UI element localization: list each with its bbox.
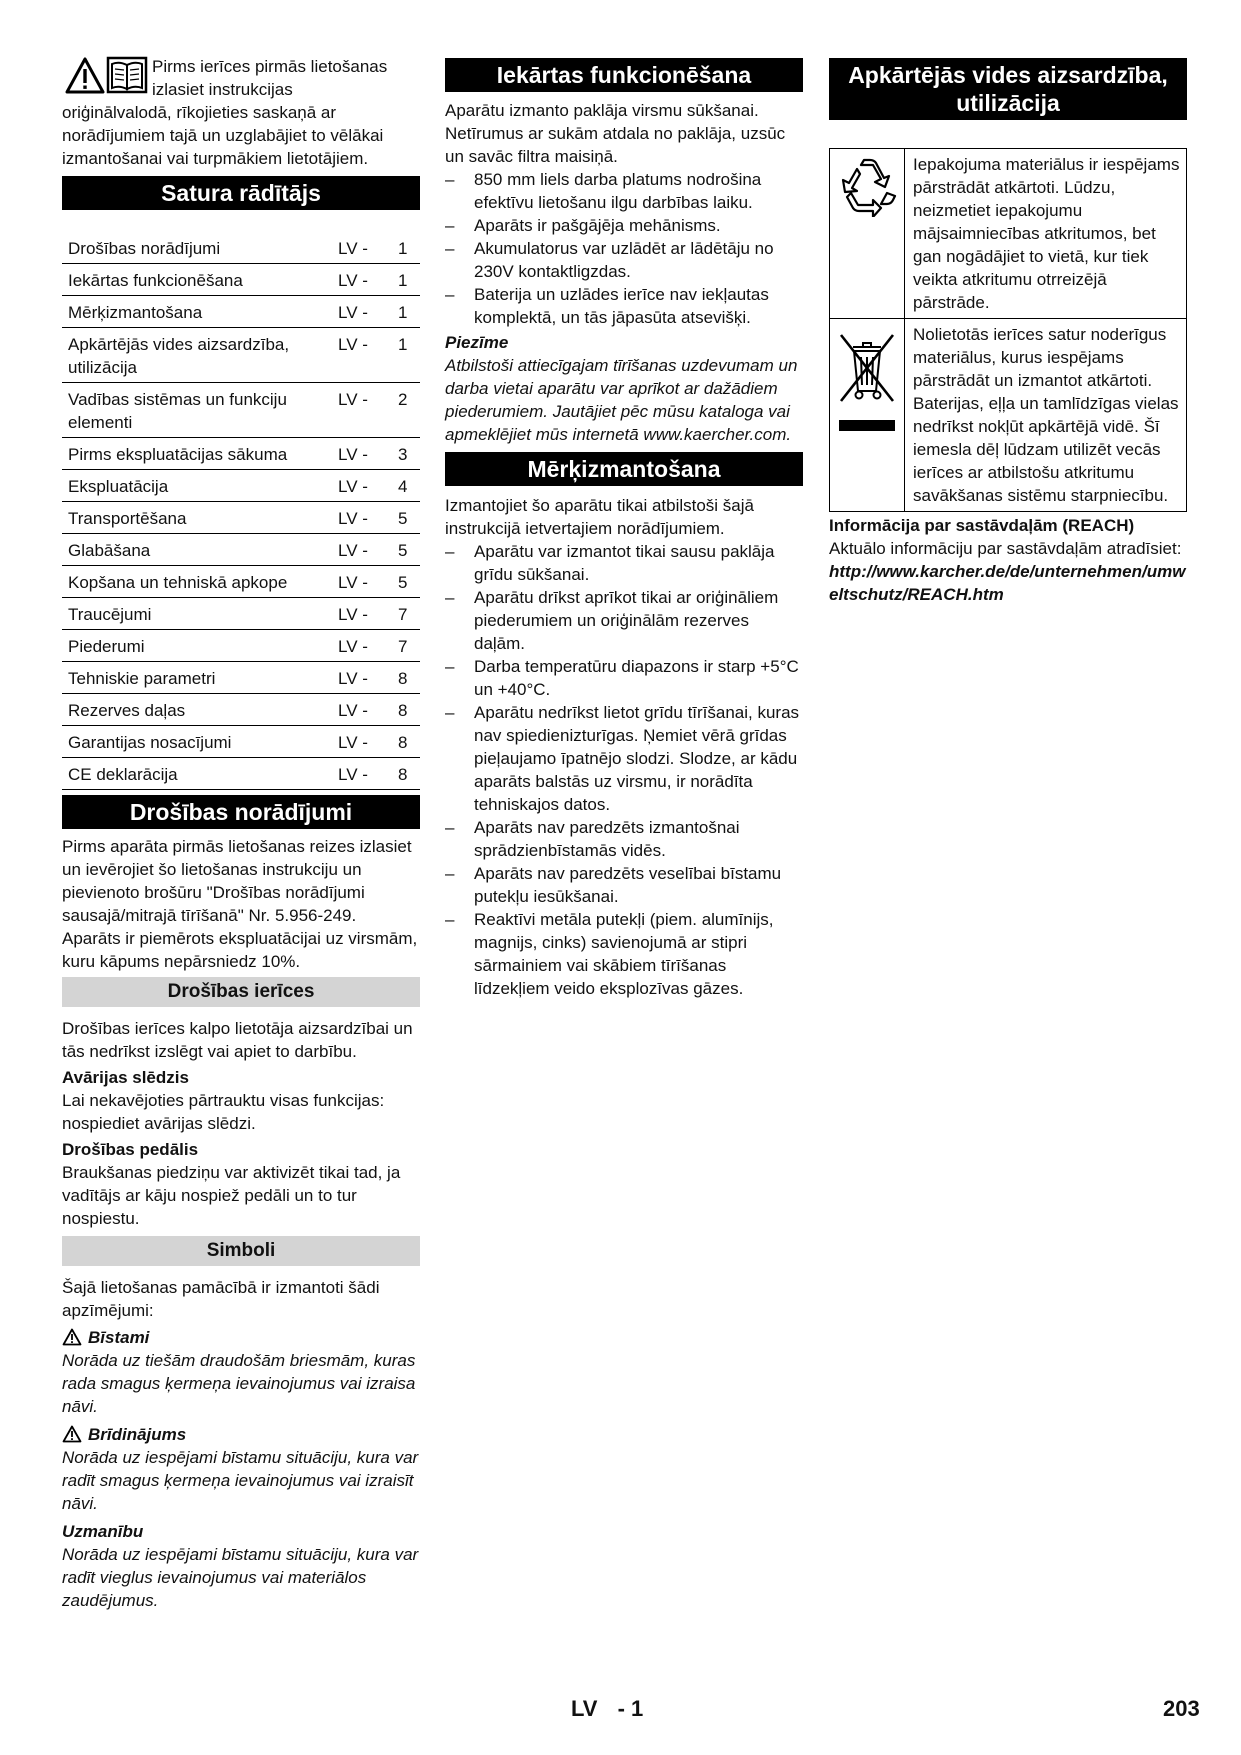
toc-entry-prefix: LV -	[334, 232, 398, 264]
toc-entry-label: Pirms ekspluatācijas sākuma	[62, 438, 334, 470]
toc-entry-page: 8	[398, 758, 420, 790]
toc-entry[interactable]	[62, 232, 420, 264]
toc-entry-label: Transportēšana	[62, 502, 334, 534]
warning-title: Brīdinājums	[88, 1425, 187, 1444]
toc-entry-prefix: LV -	[334, 328, 398, 383]
warning-text: Norāda uz iespējami bīstamu situāciju, kura var radīt smagus ķermeņa ievainojumus vai izraisīt nāvi.	[62, 1448, 419, 1513]
column-middle	[445, 58, 803, 1000]
toc-entry-prefix: LV -	[334, 598, 398, 630]
reach-link[interactable]: http://www.karcher.de/de/unternehmen/umweltschutz/REACH.htm	[829, 562, 1186, 604]
crossed-bin-icon	[835, 327, 899, 435]
note-title: Piezīme	[445, 333, 509, 352]
toc-entry[interactable]	[62, 534, 420, 566]
emergency-switch-text: Lai nekavējoties pārtrauktu visas funkcijas: nospiediet avārijas slēdzi.	[62, 1091, 385, 1133]
danger-text: Norāda uz tiešām draudošām briesmām, kuras rada smagus ķermeņa ievainojumus vai izraisa nāvi.	[62, 1351, 416, 1416]
environment-title: Apkārtējās vides aizsardzība, utilizācija	[829, 58, 1187, 120]
toc-entry[interactable]	[62, 470, 420, 502]
footer-page-number: 203	[1163, 1696, 1200, 1721]
toc-entry[interactable]	[62, 758, 420, 790]
toc-entry-prefix: LV -	[334, 502, 398, 534]
safety-pedal-text: Braukšanas piedziņu var aktivizēt tikai tad, ja vadītājs ar kāju nospiež pedāli un to tur nospiestu.	[62, 1163, 401, 1228]
toc-entry-page: 4	[398, 470, 420, 502]
toc-entry-label: Drošības norādījumi	[62, 232, 334, 264]
toc-entry-page: 7	[398, 630, 420, 662]
toc-entry-prefix: LV -	[334, 296, 398, 328]
list-item: – Aparāts ir pašgājēja mehānisms.	[445, 214, 803, 237]
footer-section-page: - 1	[617, 1696, 644, 1721]
intro-text-rest: oriģinālvalodā, rīkojieties saskaņā ar norādījumiem tajā un uzglabājiet to vēlākai izmantošanai vai turpmākiem lietotājiem.	[62, 103, 384, 168]
toc-entry-page: 8	[398, 662, 420, 694]
column-right	[829, 58, 1187, 606]
toc-entry-label: Iekārtas funkcionēšana	[62, 264, 334, 296]
function-intro: Aparātu izmanto paklāja virsmu sūkšanai. Netīrumus ar sukām atdala no paklāja, uzsūc un savāc filtra maisiņā.	[445, 101, 786, 166]
safety-devices-text: Drošības ierīces kalpo lietotāja aizsardzībai un tās nedrīkst izslēgt vai apiet to darbību.	[62, 1019, 413, 1061]
danger-title: Bīstami	[88, 1328, 150, 1347]
emergency-switch-title: Avārijas slēdzis	[62, 1068, 189, 1087]
list-item: – Aparāts nav paredzēts veselībai bīstamu putekļu iesūkšanai.	[445, 862, 803, 908]
toc-entry-label: Rezerves daļas	[62, 694, 334, 726]
toc-entry-label: Apkārtējās vides aizsardzība, utilizācija	[62, 328, 334, 383]
list-item: – Aparāts nav paredzēts izmantošnai sprādzienbīstamās vidēs.	[445, 816, 803, 862]
list-item: – Baterija un uzlādes ierīce nav iekļautas komplektā, un tās jāpasūta atsevišķi.	[445, 283, 803, 329]
caution-title: Uzmanību	[62, 1522, 144, 1541]
list-item: – Akumulatorus var uzlādēt ar lādētāju no 230V kontaktligzdas.	[445, 237, 803, 283]
disposal-row	[830, 319, 1187, 512]
toc-entry-prefix: LV -	[334, 534, 398, 566]
toc-entry-prefix: LV -	[334, 662, 398, 694]
disposal-text: Nolietotās ierīces satur noderīgus materiālus, kurus iespējams pārstrādāt un izmantot atkārtoti. Baterijas, eļļa un tamlīdzīgas vielas nedrīkst nokļūt apkārtējā vidē. Šī iemesla dēļ lūdzam utilizēt vecās ierīces ar atbilstošu atkritumu savākšanas sistēmu starpniecību.	[905, 319, 1187, 512]
intended-use-intro: Izmantojiet šo aparātu tikai atbilstoši šajā instrukcijā ietvertajiem norādījumiem.	[445, 496, 754, 538]
reach-title: Informācija par sastāvdaļām (REACH)	[829, 516, 1135, 535]
toc-entry-page: 5	[398, 502, 420, 534]
toc-entry-label: Piederumi	[62, 630, 334, 662]
toc-entry-label: Kopšana un tehniskā apkope	[62, 566, 334, 598]
reach-text: Aktuālo informāciju par sastāvdaļām atradīsiet:	[829, 539, 1182, 558]
list-item: – Aparātu nedrīkst lietot grīdu tīrīšanai, kuras nav spiedienizturīgas. Ņemiet vērā grīdas pieļaujamo īpatnējo slodzi. Slodze, ar kādu aparāts balstās uz virsmu, ir norādīta tehniskajos datos.	[445, 701, 803, 816]
warning-heading	[62, 1423, 420, 1446]
list-item: – Darba temperatūru diapazons ir starp +5°C un +40°C.	[445, 655, 803, 701]
toc-entry[interactable]	[62, 598, 420, 630]
toc-entry-label: Glabāšana	[62, 534, 334, 566]
list-item: – Aparātu drīkst aprīkot tikai ar oriģināliem piederumiem un oriģinālām rezerves daļām.	[445, 586, 803, 655]
toc-entry-prefix: LV -	[334, 630, 398, 662]
toc-entry-label: CE deklarācija	[62, 758, 334, 790]
crossed-bin-icon-cell	[830, 319, 905, 512]
environment-table	[829, 148, 1187, 512]
recycle-icon	[837, 157, 897, 217]
toc-entry-prefix: LV -	[334, 694, 398, 726]
safety-title: Drošības norādījumi	[62, 795, 420, 829]
function-list	[445, 168, 803, 329]
safety-pedal-title: Drošības pedālis	[62, 1140, 199, 1159]
toc-entry-page: 1	[398, 296, 420, 328]
warning-triangle-icon	[65, 57, 105, 95]
toc-entry-label: Garantijas nosacījumi	[62, 726, 334, 758]
toc-entry[interactable]	[62, 264, 420, 296]
intro-text-second: izlasiet instrukcijas	[152, 80, 293, 99]
toc-entry-prefix: LV -	[334, 264, 398, 296]
toc-entry[interactable]	[62, 383, 420, 438]
intro-icons	[62, 55, 150, 95]
toc-entry[interactable]	[62, 328, 420, 383]
toc-entry-page: 1	[398, 264, 420, 296]
safety-para1: Pirms aparāta pirmās lietošanas reizes izlasiet un ievērojiet šo lietošanas instrukciju un pievienoto brošūru "Drošības norādījumi sausajā/mitrajā tīrīšanā" Nr. 5.956-249.	[62, 837, 412, 925]
toc-entry[interactable]	[62, 502, 420, 534]
safety-para2: Aparāts ir piemērots ekspluatācijai uz virsmām, kuru kāpums nepārsniedz 10%.	[62, 929, 418, 971]
list-item: – Aparātu var izmantot tikai sausu paklāja grīdu sūkšanai.	[445, 540, 803, 586]
caution-text: Norāda uz iespējami bīstamu situāciju, kura var radīt vieglus ievainojumus vai materiālos zaudējumus.	[62, 1545, 419, 1610]
toc-entry-page: 8	[398, 694, 420, 726]
intro-notice	[62, 55, 420, 170]
toc-entry-prefix: LV -	[334, 470, 398, 502]
recycle-text: Iepakojuma materiālus ir iespējams pārstrādāt atkārtoti. Lūdzu, neizmetiet iepakojumu mājsaimniecības atkritumos, bet gan nogādājiet to vietā, kur tiek veikta atkritumu otrreizējā pārstrāde.	[905, 149, 1187, 319]
toc-entry-label: Traucējumi	[62, 598, 334, 630]
manual-book-icon	[106, 56, 148, 94]
toc-entry-prefix: LV -	[334, 758, 398, 790]
toc-entry[interactable]	[62, 694, 420, 726]
recycle-icon-cell	[830, 149, 905, 319]
toc-entry-prefix: LV -	[334, 566, 398, 598]
toc-entry-label: Mērķizmantošana	[62, 296, 334, 328]
danger-heading	[62, 1326, 420, 1349]
toc-entry[interactable]	[62, 438, 420, 470]
toc-entry[interactable]	[62, 630, 420, 662]
toc-entry-label: Vadības sistēmas un funkciju elementi	[62, 383, 334, 438]
note-text: Atbilstoši attiecīgajam tīrīšanas uzdevumam un darba vietai aparātu var aprīkot ar dažādiem piederumiem. Jautājiet pēc mūsu kataloga vai apmeklējiet mūs internetā www.kaercher.com.	[445, 356, 798, 444]
toc-entry[interactable]	[62, 296, 420, 328]
footer-language-page	[571, 1697, 643, 1720]
toc-entry-page: 2	[398, 383, 420, 438]
toc-table	[62, 232, 420, 790]
toc-entry-page: 1	[398, 328, 420, 383]
footer-language: LV	[571, 1696, 598, 1721]
intro-text-first: Pirms ierīces pirmās lietošanas	[152, 57, 388, 76]
symbols-title: Simboli	[62, 1236, 420, 1266]
toc-entry-page: 1	[398, 232, 420, 264]
toc-entry-page: 8	[398, 726, 420, 758]
list-item: – 850 mm liels darba platums nodrošina efektīvu lietošanu ilgu darbības laiku.	[445, 168, 803, 214]
toc-entry-label: Ekspluatācija	[62, 470, 334, 502]
toc-entry[interactable]	[62, 726, 420, 758]
intended-use-title: Mērķizmantošana	[445, 452, 803, 486]
warning-triangle-icon	[62, 1425, 82, 1443]
symbols-intro: Šajā lietošanas pamācībā ir izmantoti šādi apzīmējumi:	[62, 1278, 380, 1320]
toc-entry[interactable]	[62, 662, 420, 694]
toc-entry-page: 3	[398, 438, 420, 470]
list-item: – Reaktīvi metāla putekļi (piem. alumīnijs, magnijs, cinks) savienojumā ar stipri sārmainiem vai skābiem tīrīšanas līdzekļiem veido eksplozīvas gāzes.	[445, 908, 803, 1000]
toc-entry-page: 5	[398, 566, 420, 598]
toc-entry-prefix: LV -	[334, 383, 398, 438]
toc-entry-prefix: LV -	[334, 726, 398, 758]
toc-entry-label: Tehniskie parametri	[62, 662, 334, 694]
toc-entry-page: 5	[398, 534, 420, 566]
function-title: Iekārtas funkcionēšana	[445, 58, 803, 92]
column-left	[62, 58, 420, 1612]
toc-entry[interactable]	[62, 566, 420, 598]
toc-entry-page: 7	[398, 598, 420, 630]
toc-title: Satura rādītājs	[62, 176, 420, 210]
intended-use-list	[445, 540, 803, 1000]
safety-devices-title: Drošības ierīces	[62, 977, 420, 1007]
recycle-row	[830, 149, 1187, 319]
toc-entry-prefix: LV -	[334, 438, 398, 470]
warning-triangle-icon	[62, 1328, 82, 1346]
